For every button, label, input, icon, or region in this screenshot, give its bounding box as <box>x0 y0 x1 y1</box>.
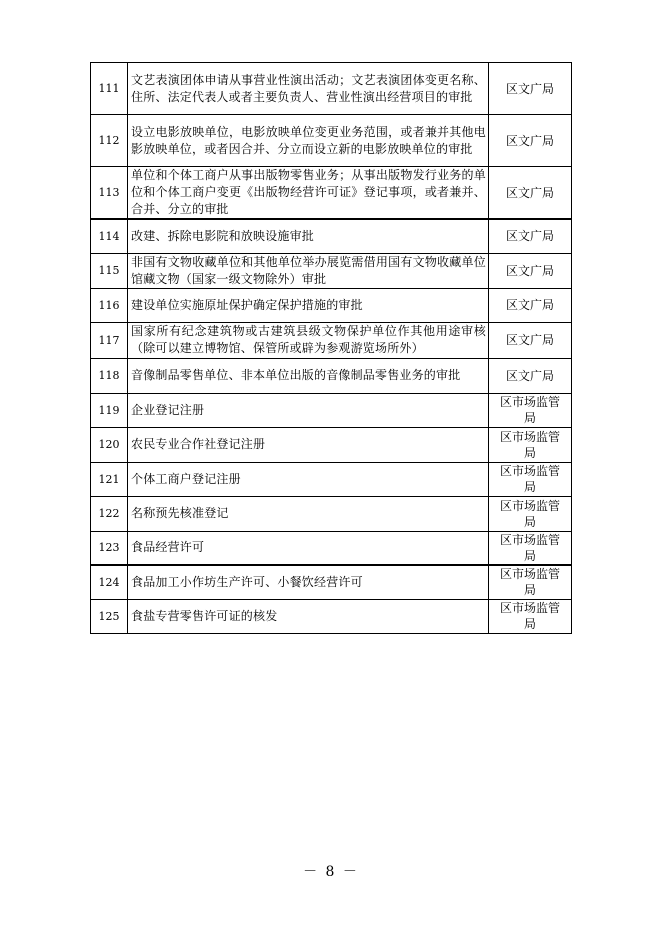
row-number: 115 <box>91 253 128 288</box>
department: 区文广局 <box>489 219 572 253</box>
table-row <box>91 393 572 427</box>
row-number: 122 <box>91 496 128 531</box>
department: 区市场监管局 <box>489 427 572 462</box>
row-number: 112 <box>91 115 128 167</box>
department: 区文广局 <box>489 63 572 115</box>
row-number: 123 <box>91 531 128 565</box>
row-number: 114 <box>91 219 128 253</box>
table-row <box>91 565 572 599</box>
table-row <box>91 322 572 358</box>
department: 区文广局 <box>489 253 572 288</box>
table-row <box>91 358 572 393</box>
row-number: 111 <box>91 63 128 115</box>
item-name: 名称预先核准登记 <box>128 496 489 531</box>
item-name: 建设单位实施原址保护确定保护措施的审批 <box>128 288 489 322</box>
item-name: 国家所有纪念建筑物或古建筑县级文物保护单位作其他用途审核（除可以建立博物馆、保管所或辟为参观游览场所外） <box>128 322 489 358</box>
row-number: 117 <box>91 322 128 358</box>
item-name: 单位和个体工商户从事出版物零售业务；从事出版物发行业务的单位和个体工商户变更《出版物经营许可证》登记事项，或者兼并、合并、分立的审批 <box>128 167 489 220</box>
row-number: 113 <box>91 167 128 220</box>
table-row <box>91 599 572 633</box>
department: 区市场监管局 <box>489 565 572 599</box>
item-name: 文艺表演团体申请从事营业性演出活动；文艺表演团体变更名称、住所、法定代表人或者主要负责人、营业性演出经营项目的审批 <box>128 63 489 115</box>
table-row <box>91 427 572 462</box>
row-number: 124 <box>91 565 128 599</box>
table-row <box>91 531 572 565</box>
table-row <box>91 63 572 115</box>
item-name: 音像制品零售单位、非本单位出版的音像制品零售业务的审批 <box>128 358 489 393</box>
department: 区文广局 <box>489 167 572 220</box>
department: 区市场监管局 <box>489 462 572 496</box>
item-name: 农民专业合作社登记注册 <box>128 427 489 462</box>
department: 区文广局 <box>489 115 572 167</box>
department: 区市场监管局 <box>489 531 572 565</box>
table-row <box>91 288 572 322</box>
table-row <box>91 115 572 167</box>
row-number: 118 <box>91 358 128 393</box>
item-name: 个体工商户登记注册 <box>128 462 489 496</box>
row-number: 125 <box>91 599 128 633</box>
department: 区文广局 <box>489 288 572 322</box>
item-name: 食品加工小作坊生产许可、小餐饮经营许可 <box>128 565 489 599</box>
table-row <box>91 167 572 220</box>
item-name: 企业登记注册 <box>128 393 489 427</box>
department: 区文广局 <box>489 322 572 358</box>
page-number: － 8 － <box>303 864 359 880</box>
table-row <box>91 219 572 253</box>
department: 区市场监管局 <box>489 496 572 531</box>
department: 区市场监管局 <box>489 393 572 427</box>
table-row <box>91 496 572 531</box>
item-name: 食盐专营零售许可证的核发 <box>128 599 489 633</box>
table-row <box>91 462 572 496</box>
row-number: 119 <box>91 393 128 427</box>
item-name: 非国有文物收藏单位和其他单位举办展览需借用国有文物收藏单位馆藏文物（国家一级文物除外）审批 <box>128 253 489 288</box>
row-number: 116 <box>91 288 128 322</box>
table-row <box>91 253 572 288</box>
item-name: 设立电影放映单位，电影放映单位变更业务范围，或者兼并其他电影放映单位，或者因合并、分立而设立新的电影放映单位的审批 <box>128 115 489 167</box>
department: 区市场监管局 <box>489 599 572 633</box>
item-name: 食品经营许可 <box>128 531 489 565</box>
approval-items-table <box>90 62 572 634</box>
department: 区文广局 <box>489 358 572 393</box>
item-name: 改建、拆除电影院和放映设施审批 <box>128 219 489 253</box>
row-number: 120 <box>91 427 128 462</box>
row-number: 121 <box>91 462 128 496</box>
